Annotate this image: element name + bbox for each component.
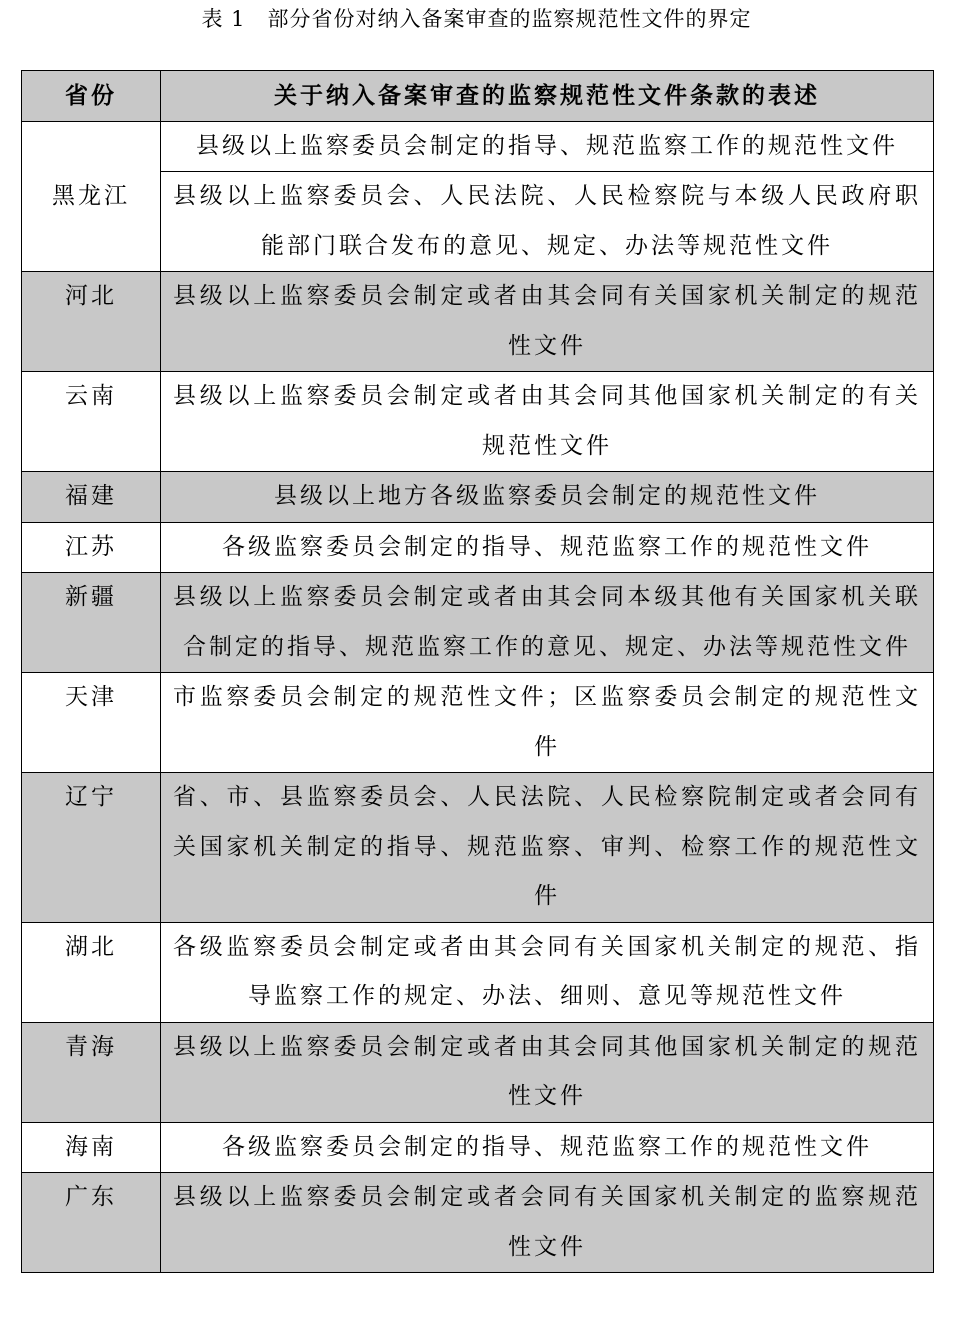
- description-cell: 各级监察委员会制定或者由其会同有关国家机关制定的规范、指导监察工作的规定、办法、细则、意见等规范性文件: [161, 922, 934, 1022]
- header-description: 关于纳入备案审查的监察规范性文件条款的表述: [161, 71, 934, 122]
- caption-title: 部分省份对纳入备案审查的监察规范性文件的界定: [267, 7, 752, 31]
- table-row: [22, 522, 934, 573]
- table-row: [22, 773, 934, 923]
- table-row: [22, 472, 934, 523]
- description-cell: 省、市、县监察委员会、人民法院、人民检察院制定或者会同有关国家机关制定的指导、规范监察、审判、检察工作的规范性文件: [161, 773, 934, 923]
- province-cell: 青海: [22, 1022, 161, 1122]
- table-caption: [0, 4, 953, 34]
- table-row: [22, 573, 934, 673]
- province-cell: 天津: [22, 673, 161, 773]
- caption-number: 表 1: [201, 7, 246, 31]
- description-cell: 县级以上监察委员会制定或者由其会同有关国家机关制定的规范性文件: [161, 272, 934, 372]
- table-row: [22, 1122, 934, 1173]
- table-row: [22, 922, 934, 1022]
- description-cell: 县级以上监察委员会制定的指导、规范监察工作的规范性文件: [161, 121, 934, 172]
- province-cell: 江苏: [22, 522, 161, 573]
- province-cell: 黑龙江: [22, 121, 161, 272]
- description-cell: 县级以上地方各级监察委员会制定的规范性文件: [161, 472, 934, 523]
- header-province: 省份: [22, 71, 161, 122]
- table-row: [22, 1173, 934, 1273]
- table-header-row: [22, 71, 934, 122]
- description-cell: 县级以上监察委员会、人民法院、人民检察院与本级人民政府职能部门联合发布的意见、规定、办法等规范性文件: [161, 172, 934, 272]
- table-row: [22, 372, 934, 472]
- description-cell: 县级以上监察委员会制定或者由其会同本级其他有关国家机关联合制定的指导、规范监察工作的意见、规定、办法等规范性文件: [161, 573, 934, 673]
- province-cell: 云南: [22, 372, 161, 472]
- description-cell: 县级以上监察委员会制定或者由其会同其他国家机关制定的有关规范性文件: [161, 372, 934, 472]
- province-cell: 海南: [22, 1122, 161, 1173]
- province-cell: 广东: [22, 1173, 161, 1273]
- province-cell: 福建: [22, 472, 161, 523]
- provinces-table: [21, 70, 934, 1273]
- province-cell: 新疆: [22, 573, 161, 673]
- description-cell: 各级监察委员会制定的指导、规范监察工作的规范性文件: [161, 1122, 934, 1173]
- table-row: [22, 272, 934, 372]
- table-row: [22, 1022, 934, 1122]
- description-cell: 各级监察委员会制定的指导、规范监察工作的规范性文件: [161, 522, 934, 573]
- table-row: [22, 121, 934, 172]
- description-cell: 市监察委员会制定的规范性文件；区监察委员会制定的规范性文件: [161, 673, 934, 773]
- description-cell: 县级以上监察委员会制定或者由其会同其他国家机关制定的规范性文件: [161, 1022, 934, 1122]
- table-row: [22, 673, 934, 773]
- province-cell: 湖北: [22, 922, 161, 1022]
- description-cell: 县级以上监察委员会制定或者会同有关国家机关制定的监察规范性文件: [161, 1173, 934, 1273]
- province-cell: 辽宁: [22, 773, 161, 923]
- province-cell: 河北: [22, 272, 161, 372]
